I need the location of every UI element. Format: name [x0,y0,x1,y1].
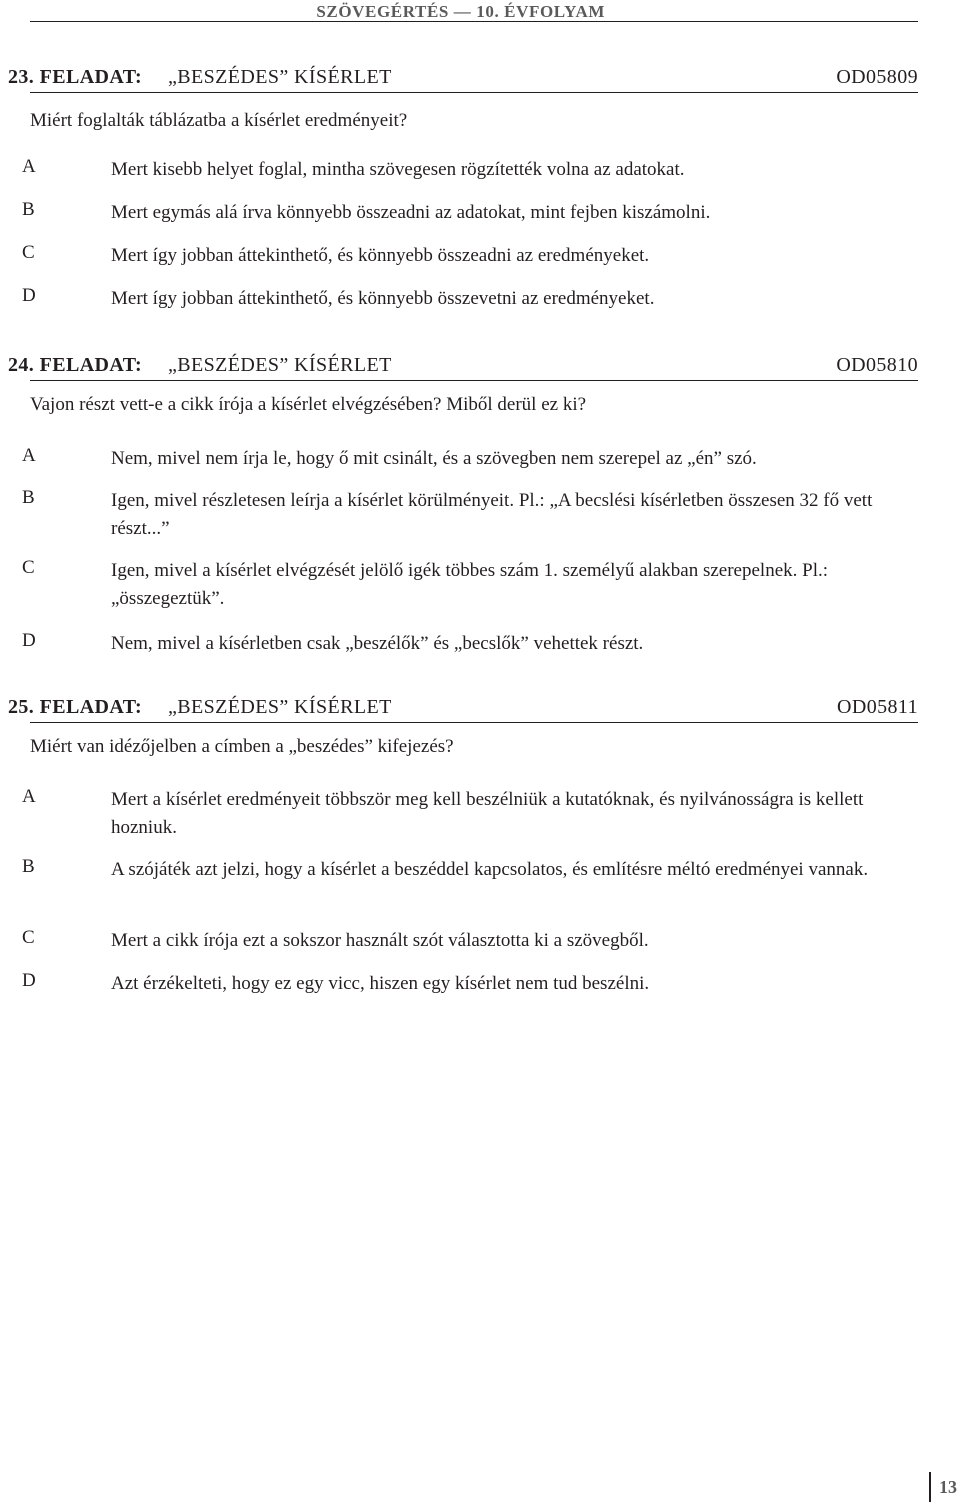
running-header-title: SZÖVEGÉRTÉS — 10. ÉVFOLYAM [316,2,605,21]
option-letter: D [22,285,36,306]
task-title: „BESZÉDES” KÍSÉRLET [168,696,392,718]
task-title: „BESZÉDES” KÍSÉRLET [168,66,392,88]
option-text: Igen, mivel részletesen leírja a kísérlet körülményeit. Pl.: „A becslési kísérletben összesen 32 fő vett részt...” [111,490,873,539]
task-heading [8,354,918,381]
option-letter: B [22,856,35,877]
option-text: Nem, mivel a kísérletben csak „beszélők” és „becslők” vehettek részt. [111,633,644,654]
page-number: 13 [929,1472,957,1502]
option-letter: D [22,970,36,991]
header-divider [30,21,918,22]
option-text: Nem, mivel nem írja le, hogy ő mit csinált, és a szövegben nem szerepel az „én” szó. [111,448,757,469]
task-number: 25. FELADAT: [8,696,143,718]
option-text: Mert kisebb helyet foglal, mintha szövegesen rögzítették volna az adatokat. [111,159,685,180]
option-letter: C [22,242,35,263]
task-heading [8,66,918,93]
option-text: Mert így jobban áttekinthető, és könnyebb összevetni az eredményeket. [111,288,655,309]
option-text: Mert így jobban áttekinthető, és könnyebb összeadni az eredményeket. [111,245,650,266]
option-text: Igen, mivel a kísérlet elvégzését jelölő igék többes szám 1. személyű alakban szerepelnek. Pl.: „összegeztük”. [111,560,828,609]
option-letter: C [22,927,35,948]
option-letter: D [22,630,36,651]
option-letter: A [22,156,36,177]
task-heading [8,696,918,723]
task-title: „BESZÉDES” KÍSÉRLET [168,354,392,376]
question-text: Miért foglalták táblázatba a kísérlet eredményeit? [30,110,408,131]
running-header [30,0,918,24]
task-24 [8,354,918,654]
option-text: Mert egymás alá írva könnyebb összeadni az adatokat, mint fejben kiszámolni. [111,202,711,223]
option-text: Mert a kísérlet eredményeit többször meg kell beszélniük a kutatóknak, és nyilvánosságra is kellett hozniuk. [111,789,864,838]
option-letter: C [22,557,35,578]
option-letter: A [22,445,36,466]
option-letter: A [22,786,36,807]
task-code: OD05811 [837,696,918,718]
task-25 [8,696,918,994]
question-text: Miért van idézőjelben a címben a „beszédes” kifejezés? [30,736,454,757]
task-code: OD05809 [836,66,918,88]
option-letter: B [22,487,35,508]
task-number: 23. FELADAT: [8,66,143,88]
option-text: A szójáték azt jelzi, hogy a kísérlet a beszéddel kapcsolatos, és említésre méltó eredményei vannak. [111,859,869,880]
option-text: Azt érzékelteti, hogy ez egy vicc, hiszen egy kísérlet nem tud beszélni. [111,973,650,994]
option-text: Mert a cikk írója ezt a sokszor használt szót választotta ki a szövegből. [111,930,649,951]
task-code: OD05810 [836,354,918,376]
question-text: Vajon részt vett-e a cikk írója a kísérlet elvégzésében? Miből derül ez ki? [30,394,587,415]
option-letter: B [22,199,35,220]
task-23 [8,66,918,309]
task-number: 24. FELADAT: [8,354,143,376]
